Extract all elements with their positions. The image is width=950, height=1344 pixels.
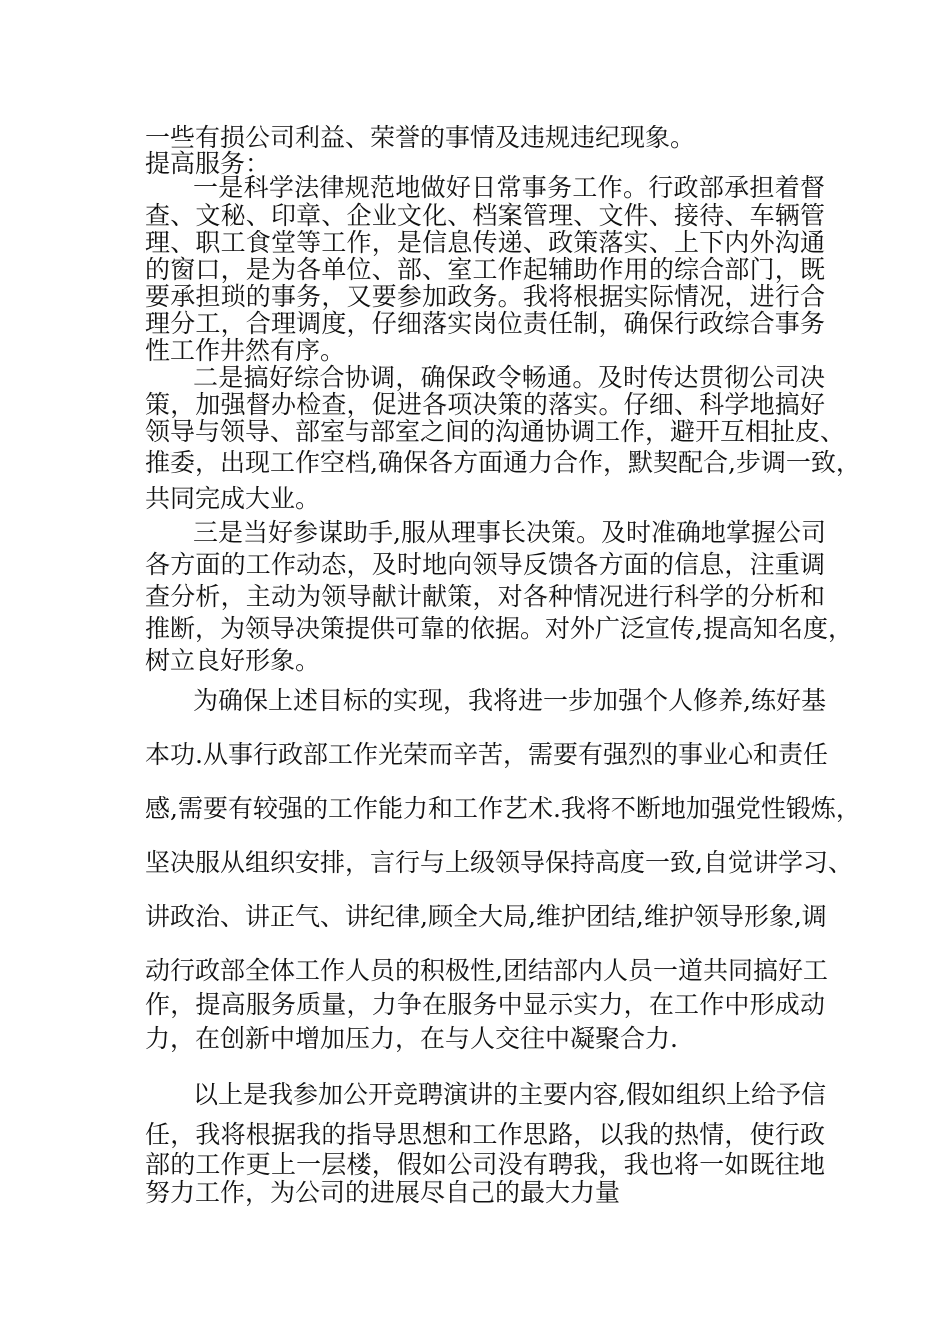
paragraph-2-line: 共同完成大业。 [145,484,321,513]
paragraph-1-line: 查、文秘、印章、企业文化、档案管理、文件、接待、车辆管 [145,201,825,230]
paragraph-4-line: 坚决服从组织安排，言行与上级领导保持高度一致,自觉讲学习、 [145,848,853,877]
text-line: 一些有损公司利益、荣誉的事情及违规违纪现象。 [145,123,696,152]
paragraph-1-line: 理分工，合理调度，仔细落实岗位责任制，确保行政综合事务 [145,309,825,338]
paragraph-4-line: 力，在创新中增加压力，在与人交往中凝聚合力. [145,1024,678,1053]
paragraph-4-line: 本功.从事行政部工作光荣而辛苦，需要有强烈的事业心和责任 [145,740,828,769]
paragraph-5-line: 努力工作，为公司的进展尽自己的最大力量 [145,1178,621,1207]
paragraph-2-line: 领导与领导、部室与部室之间的沟通协调工作，避开互相扯皮、 [145,417,846,446]
paragraph-2-line: 推委，出现工作空档,确保各方面通力合作，默契配合,步调一致， [145,448,861,477]
paragraph-4-line: 为确保上述目标的实现，我将进一步加强个人修养,练好基 [193,686,826,715]
paragraph-1-line: 要承担琐的事务，又要参加政务。我将根据实际情况，进行合 [145,282,825,311]
paragraph-1-line: 性工作井然有序。 [145,336,346,365]
paragraph-5-line: 任，我将根据我的指导思想和工作思路，以我的热情，使行政 [145,1120,825,1149]
paragraph-3-line: 推断，为领导决策提供可靠的依据。对外广泛宣传,提高知名度， [145,614,853,643]
paragraph-4-line: 感,需要有较强的工作能力和工作艺术.我将不断地加强党性锻炼， [145,794,861,823]
paragraph-4-line: 讲政治、讲正气、讲纪律,顾全大局,维护团结,维护领导形象,调 [145,902,827,931]
paragraph-1-line: 的窗口，是为各单位、部、室工作起辅助作用的综合部门，既 [145,255,825,284]
paragraph-2-line: 策，加强督办检查，促进各项决策的落实。仔细、科学地搞好 [145,390,825,419]
paragraph-4-line: 动行政部全体工作人员的积极性,团结部内人员一道共同搞好工 [145,956,828,985]
paragraph-3-line: 各方面的工作动态，及时地向领导反馈各方面的信息，注重调 [145,550,825,579]
paragraph-3-line: 树立良好形象。 [145,646,321,675]
paragraph-2-line: 二是搞好综合协调，确保政令畅通。及时传达贯彻公司决 [193,363,825,392]
paragraph-5-line: 以上是我参加公开竞聘演讲的主要内容,假如组织上给予信 [193,1080,826,1109]
paragraph-4-line: 作，提高服务质量，力争在服务中显示实力，在工作中形成动 [145,990,825,1019]
paragraph-1-line: 一是科学法律规范地做好日常事务工作。行政部承担着督 [193,173,825,202]
paragraph-3-line: 三是当好参谋助手,服从理事长决策。及时准确地掌握公司 [193,518,826,547]
paragraph-5-line: 部的工作更上一层楼，假如公司没有聘我，我也将一如既往地 [145,1150,825,1179]
paragraph-1-line: 理、职工食堂等工作，是信息传递、政策落实、上下内外沟通 [145,228,825,257]
section-heading: 提高服务： [145,149,271,178]
paragraph-3-line: 查分析，主动为领导献计献策，对各种情况进行科学的分析和 [145,582,825,611]
